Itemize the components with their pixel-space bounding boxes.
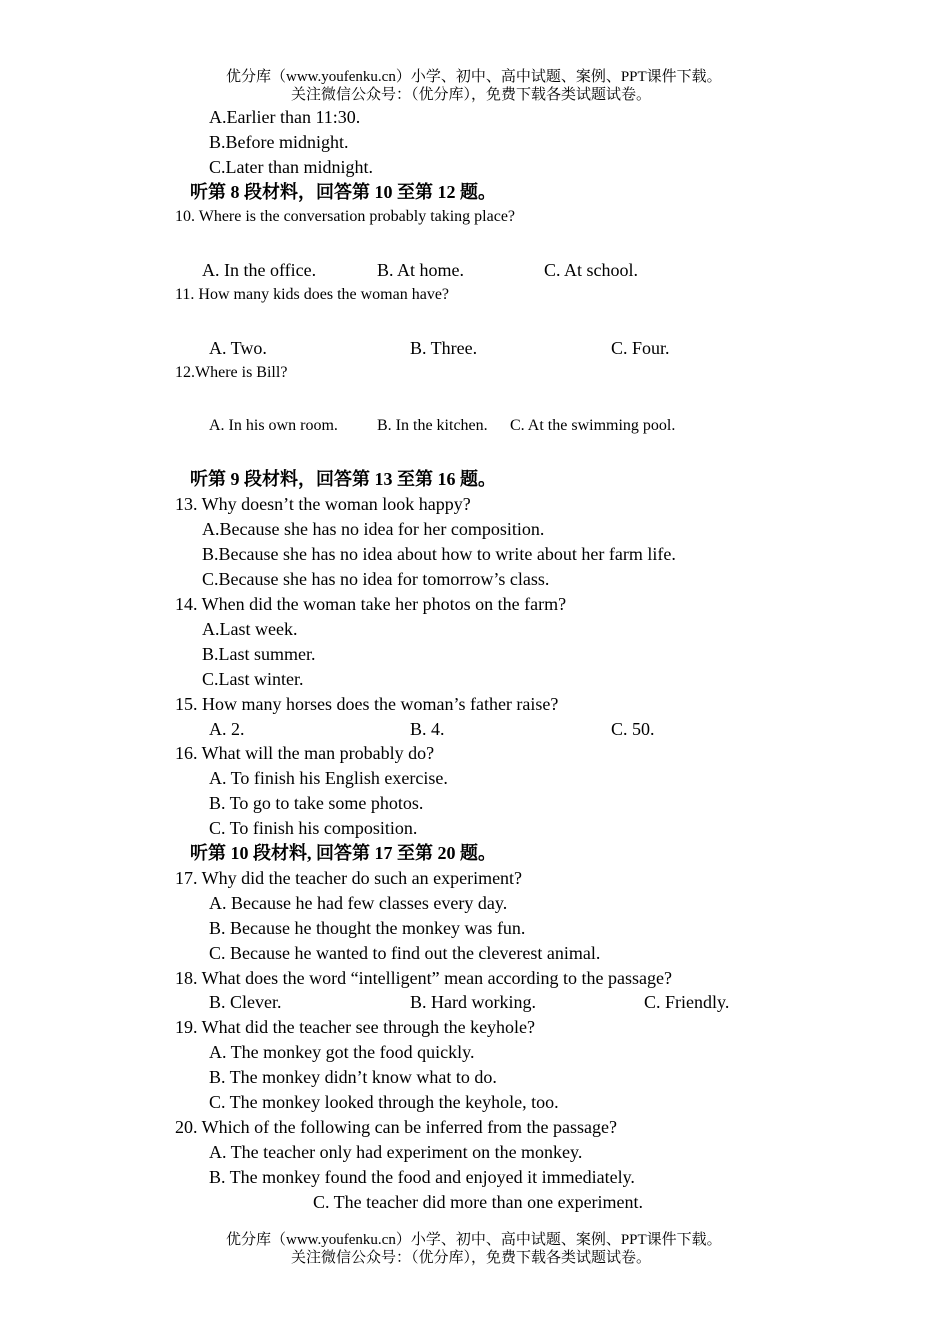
q19-option-c: C. The monkey looked through the keyhole, too. [209, 1092, 559, 1112]
q18-question: 18. What does the word “intelligent” mean according to the passage? [175, 968, 672, 988]
q17-option-a: A. Because he had few classes every day. [209, 893, 508, 913]
section-9-heading: 听第 9 段材料，回答第 13 至第 16 题。 [190, 469, 496, 489]
footer-line-2: 关注微信公众号：（优分库），免费下载各类试题试卷。 [291, 1250, 652, 1266]
q14-question: 14. When did the woman take her photos on the farm? [175, 594, 567, 614]
q10-question: 10. Where is the conversation probably taking place? [175, 208, 516, 225]
q10-option-c: C. At school. [544, 260, 639, 280]
q16-option-b: B. To go to take some photos. [209, 793, 424, 813]
q9-option-a: A.Earlier than 11:30. [209, 107, 361, 127]
header-line-1: 优分库（www.youfenku.cn）小学、初中、高中试题、案例、PPT课件下载。 [226, 69, 722, 85]
section-10-heading: 听第 10 段材料, 回答第 17 至第 20 题。 [190, 843, 496, 863]
q13-option-b: B.Because she has no idea about how to write about her farm life. [202, 544, 676, 564]
q17-option-c: C. Because he wanted to find out the cleverest animal. [209, 943, 601, 963]
q13-option-a: A.Because she has no idea for her composition. [202, 519, 545, 539]
q18-option-b: B. Hard working. [410, 992, 536, 1012]
q15-option-a: A. 2. [209, 719, 245, 739]
q16-option-a: A. To finish his English exercise. [209, 768, 448, 788]
q18-option-c: C. Friendly. [644, 992, 730, 1012]
q9-option-b: B.Before midnight. [209, 132, 349, 152]
q10-option-b: B. At home. [377, 260, 465, 280]
q16-question: 16. What will the man probably do? [175, 743, 435, 763]
q11-option-c: C. Four. [611, 338, 670, 358]
q15-question: 15. How many horses does the woman’s father raise? [175, 694, 559, 714]
q19-question: 19. What did the teacher see through the keyhole? [175, 1017, 536, 1037]
q19-option-a: A. The monkey got the food quickly. [209, 1042, 475, 1062]
q10-option-a: A. In the office. [202, 260, 317, 280]
q14-option-a: A.Last week. [202, 619, 298, 639]
q18-option-a: B. Clever. [209, 992, 282, 1012]
q9-option-c: C.Later than midnight. [209, 157, 373, 177]
q20-option-b: B. The monkey found the food and enjoyed it immediately. [209, 1167, 635, 1187]
q13-option-c: C.Because she has no idea for tomorrow’s class. [202, 569, 550, 589]
q12-option-c: C. At the swimming pool. [510, 417, 676, 434]
q17-option-b: B. Because he thought the monkey was fun. [209, 918, 526, 938]
q11-question: 11. How many kids does the woman have? [175, 286, 450, 303]
footer-line-1: 优分库（www.youfenku.cn）小学、初中、高中试题、案例、PPT课件下载。 [226, 1232, 722, 1248]
q17-question: 17. Why did the teacher do such an experiment? [175, 868, 523, 888]
q20-option-a: A. The teacher only had experiment on the monkey. [209, 1142, 583, 1162]
q15-option-c: C. 50. [611, 719, 655, 739]
q12-question: 12.Where is Bill? [175, 364, 288, 381]
q12-option-b: B. In the kitchen. [377, 417, 488, 434]
q12-option-a: A. In his own room. [209, 417, 338, 434]
q16-option-c: C. To finish his composition. [209, 818, 418, 838]
q11-option-a: A. Two. [209, 338, 267, 358]
section-8-heading: 听第 8 段材料，回答第 10 至第 12 题。 [190, 182, 496, 202]
q14-option-b: B.Last summer. [202, 644, 316, 664]
q11-option-b: B. Three. [410, 338, 478, 358]
q14-option-c: C.Last winter. [202, 669, 304, 689]
q20-question: 20. Which of the following can be inferred from the passage? [175, 1117, 618, 1137]
q13-question: 13. Why doesn’t the woman look happy? [175, 494, 471, 514]
q15-option-b: B. 4. [410, 719, 445, 739]
header-line-2: 关注微信公众号：（优分库），免费下载各类试题试卷。 [291, 87, 652, 103]
q20-option-c: C. The teacher did more than one experiment. [313, 1192, 644, 1212]
q19-option-b: B. The monkey didn’t know what to do. [209, 1067, 497, 1087]
